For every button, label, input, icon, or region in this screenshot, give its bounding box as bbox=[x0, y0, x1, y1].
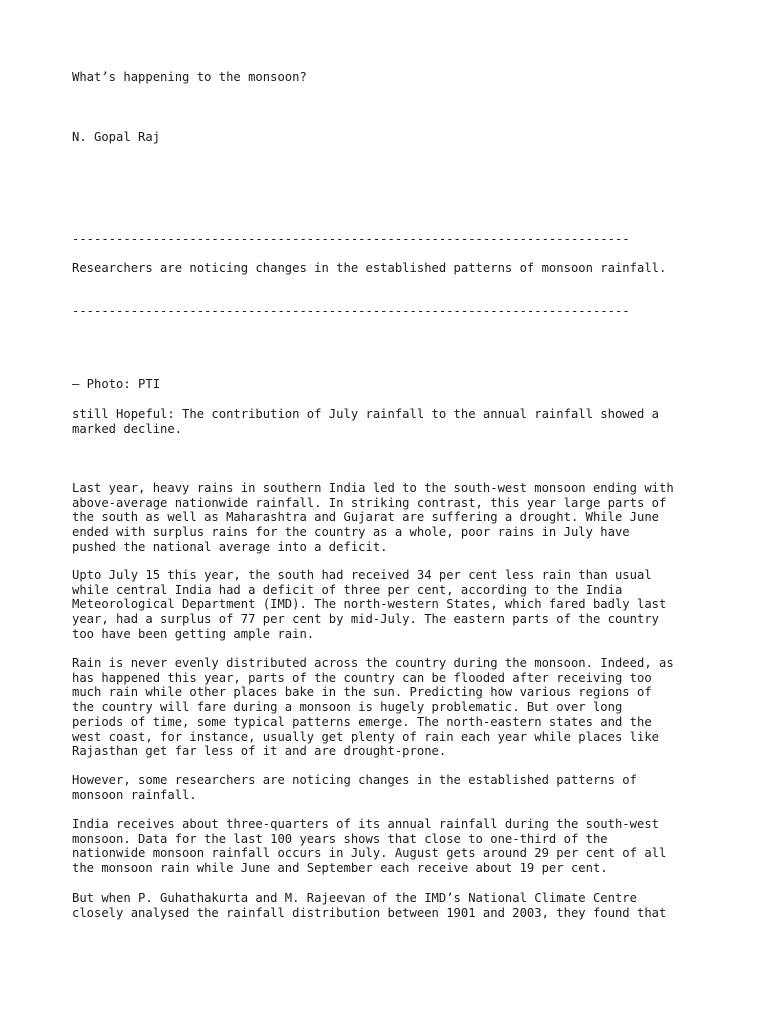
body-paragraph: Upto July 15 this year, the south had received 34 per cent less rain than usual while central India had a deficit of three per cent, according to the India Meteorological Department (IMD). The north-western States, which fared badly last year, had a surplus of 77 per cent by mid-July. The eastern parts of the country too have been getting ample rain. bbox=[72, 568, 667, 641]
separator-top: ---------------------------------------------------------------------------- bbox=[72, 232, 630, 246]
body-paragraph: Rain is never evenly distributed across the country during the monsoon. Indeed, as has happened this year, parts of the country can be flooded after receiving too much rain while other places bake in the sun. Predicting how various regions of the country will fare during a monsoon is hugely problematic. But over long periods of time, some typical patterns emerge. The north-eastern states and the west coast, for instance, usually get plenty of rain each year while places like Rajasthan get far less of it and are drought-prone. bbox=[72, 656, 674, 759]
body-paragraph: Last year, heavy rains in southern India led to the south-west monsoon ending with above-average nationwide rainfall. In striking contrast, this year large parts of the south as well as Maharashtra and Gujarat are suffering a drought. While June ended with surplus rains for the country as a whole, poor rains in July have pushed the national average into a deficit. bbox=[72, 481, 674, 554]
photo-caption: still Hopeful: The contribution of July rainfall to the annual rainfall showed a marked decline. bbox=[72, 407, 659, 436]
body-paragraph: India receives about three-quarters of its annual rainfall during the south-west monsoon. Data for the last 100 years shows that close to one-third of the nationwide monsoon rainfall occurs in July. August gets around 29 per cent of all the monsoon rain while June and September each receive about 19 per cent. bbox=[72, 817, 667, 876]
author-byline: N. Gopal Raj bbox=[72, 130, 161, 144]
body-paragraph: But when P. Guhathakurta and M. Rajeevan of the IMD’s National Climate Centre closely analysed the rainfall distribution between 1901 and 2003, they found that bbox=[72, 891, 667, 920]
separator-bottom: ---------------------------------------------------------------------------- bbox=[72, 304, 630, 318]
body-paragraph: However, some researchers are noticing changes in the established patterns of monsoon rainfall. bbox=[72, 773, 637, 802]
summary-line: Researchers are noticing changes in the established patterns of monsoon rainfall. bbox=[72, 261, 667, 275]
article-title: What’s happening to the monsoon? bbox=[72, 70, 307, 84]
photo-credit: — Photo: PTI bbox=[72, 377, 161, 391]
